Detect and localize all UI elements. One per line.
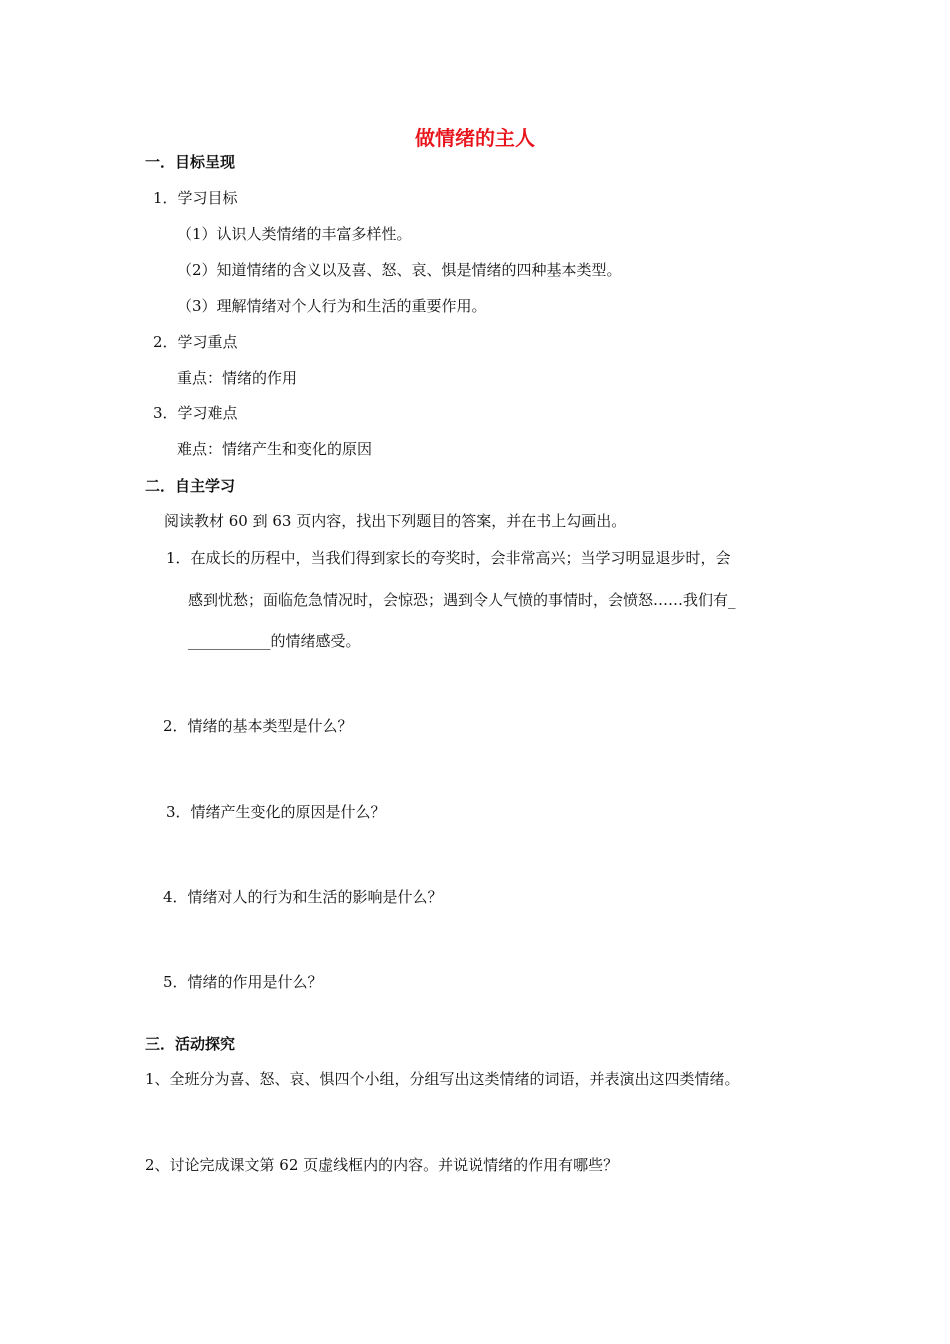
page-title: 做情绪的主人 (415, 126, 535, 150)
section-heading-activity: 三．活动探究 (145, 1035, 236, 1053)
focus-label: 2．学习重点 (153, 333, 238, 351)
question-5: 5．情绪的作用是什么？ (163, 973, 323, 991)
question-1-line: 感到忧愁；面临危急情况时，会惊恐；遇到令人气愤的事情时，会愤怒……我们有_ (188, 591, 736, 609)
activity-2: 2、讨论完成课文第 62 页虚线框内的内容。并说说情绪的作用有哪些？ (145, 1156, 619, 1174)
question-4: 4．情绪对人的行为和生活的影响是什么？ (163, 888, 443, 906)
section-heading-goals: 一．目标呈现 (145, 153, 236, 171)
goal-label: 1．学习目标 (153, 189, 238, 207)
section-heading-self-study: 二．自主学习 (145, 477, 236, 495)
difficulty-label: 3．学习难点 (153, 404, 238, 422)
question-1-line: ___________的情绪感受。 (188, 632, 361, 650)
activity-1: 1、全班分为喜、怒、哀、惧四个小组，分组写出这类情绪的词语，并表演出这四类情绪。 (145, 1070, 740, 1088)
question-1-line: 1．在成长的历程中，当我们得到家长的夸奖时，会非常高兴；当学习明显退步时，会 (166, 549, 731, 567)
focus-text: 重点：情绪的作用 (177, 369, 298, 387)
question-2: 2．情绪的基本类型是什么？ (163, 717, 353, 735)
study-intro: 阅读教材 60 到 63 页内容，找出下列题目的答案，并在书上勾画出。 (164, 512, 627, 530)
goal-item: （1）认识人类情绪的丰富多样性。 (177, 225, 412, 243)
question-3: 3．情绪产生变化的原因是什么？ (166, 803, 386, 821)
difficulty-text: 难点：情绪产生和变化的原因 (177, 440, 373, 458)
goal-item: （3）理解情绪对个人行为和生活的重要作用。 (177, 297, 487, 315)
goal-item: （2）知道情绪的含义以及喜、怒、哀、惧是情绪的四种基本类型。 (177, 261, 622, 279)
